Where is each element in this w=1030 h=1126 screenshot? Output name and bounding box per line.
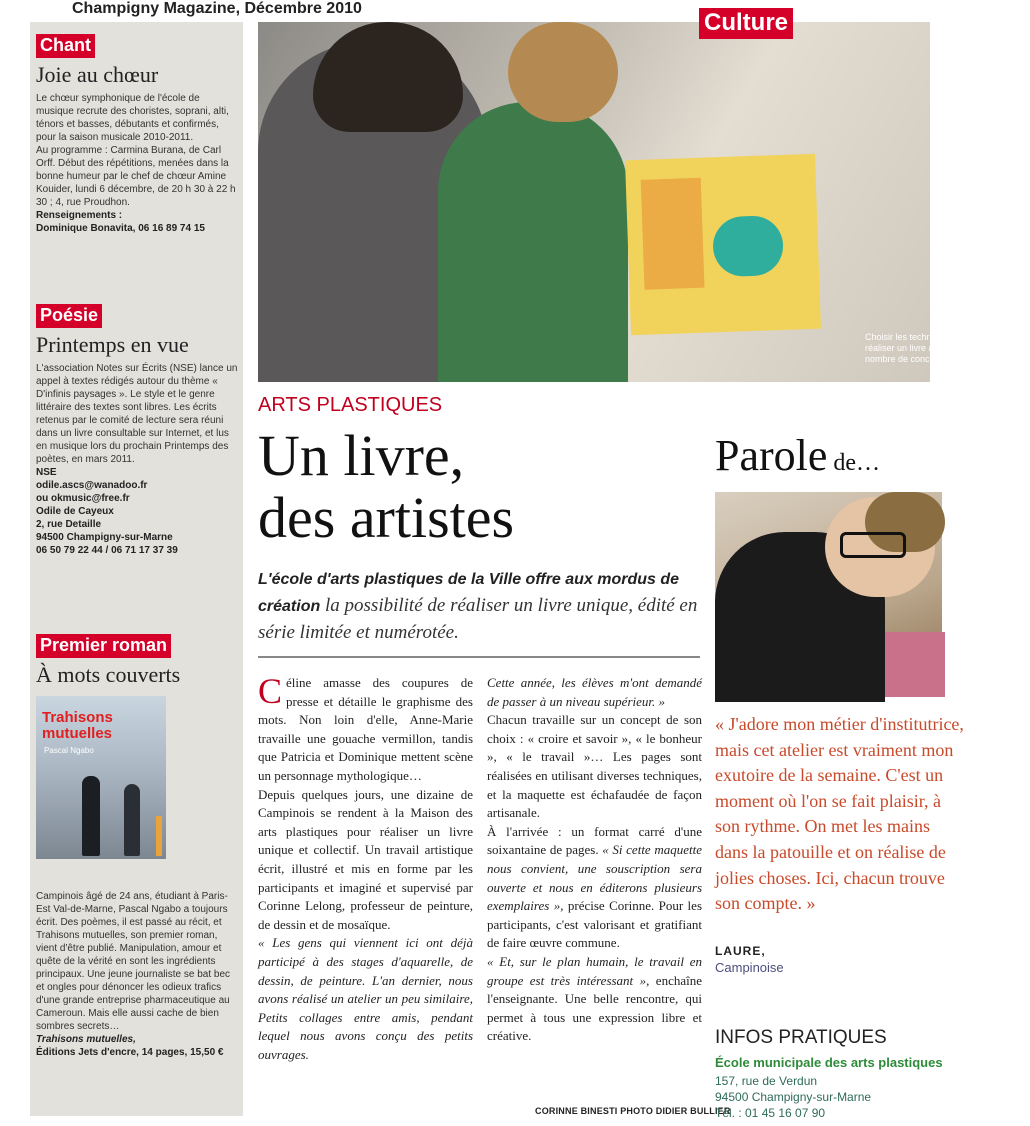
section-title: Joie au chœur — [36, 62, 159, 87]
parole-title-suffix: de… — [827, 450, 881, 476]
contact-email[interactable]: ou okmusic@free.fr — [36, 493, 130, 504]
article-column-1 — [258, 671, 473, 1064]
lead-text: la possibilité de réaliser un livre unique, édité en série limitée et numérotée. — [258, 595, 698, 643]
person-head — [508, 22, 618, 122]
paint-area — [641, 178, 705, 290]
address-line: 94500 Champigny-sur-Marne — [715, 1090, 872, 1104]
main-photo — [258, 22, 1021, 382]
laure-photo — [715, 492, 942, 697]
book-cover-title: Trahisons mutuelles — [42, 709, 113, 742]
section-title: À mots couverts — [36, 662, 181, 687]
photo-caption: Choisir les techniques à employer pour réaliser un livre à plusieurs nécessite nombre de concertations. — [865, 332, 1021, 364]
divider — [258, 656, 700, 658]
section-title: Printemps en vue — [36, 332, 189, 357]
article-credit: CORINNE BINESTI PHOTO DIDIER BULLIER — [535, 1106, 731, 1116]
section-tag: Poésie — [36, 304, 102, 328]
body-paragraph: L'association Notes sur Écrits (NSE) lance un appel à textes rédigés autour du thème « D'infinis paysages ». Le style et le genre littéraire des textes sont libres. Les écrits retenus par le comité de lecture sera réuni dans un livre consultable sur Internet, et lus en musique lors du prochain Printemps des poètes, en mars 2011. — [36, 363, 238, 465]
body-paragraph: Le chœur symphonique de l'école de musique recrute des choristes, soprani, alti, ténors et basses, débutants et confirmés, pour la saison musicale 2010-2011. — [36, 93, 229, 143]
quote-author-role: Campinoise — [715, 960, 784, 975]
artwork-canvas — [625, 154, 821, 336]
magazine-header: Champigny Magazine, Décembre 2010 — [72, 0, 362, 17]
infos-venue-name: École municipale des arts plastiques — [715, 1055, 943, 1070]
contact-line: 2, rue Detaille — [36, 519, 102, 530]
article-column-2 — [487, 674, 702, 1046]
contact-line: 06 50 79 22 44 / 06 71 17 37 39 — [36, 545, 178, 556]
contact-email[interactable]: odile.ascs@wanadoo.fr — [36, 480, 148, 491]
paragraph — [258, 671, 473, 786]
section-tag-culture: Culture — [699, 8, 793, 39]
paragraph — [487, 823, 702, 953]
paragraph: Cette année, les élèves m'ont demandé de passer à un niveau supérieur. » — [487, 675, 702, 709]
headline-line: Un livre, — [258, 423, 465, 488]
contact-line: 94500 Champigny-sur-Marne — [36, 532, 173, 543]
contact-line: NSE — [36, 467, 57, 478]
address-line: 157, rue de Verdun — [715, 1074, 818, 1088]
body-paragraph: Au programme : Carmina Burana, de Carl Orff. Début des répétitions, menées dans la bonne humeur par le chef de chœur Amine Kouider, lundi 6 décembre, de 20 h 30 à 22 h 30 ; 4, rue Proudhon. — [36, 145, 236, 208]
paragraph: « Les gens qui viennent ici ont déjà participé à des stages d'aquarelle, de dessin, de peinture. L'an dernier, nous avons réalisé un atelier un peu similaire, Petits collages entre amis, pendant lequel nous avons conçu des petits ouvrages. — [258, 935, 473, 1062]
paragraph-quote: « Si cette maquette nous convient, une souscription sera ouverte et nous en éditerons plusieurs exemplaires » — [487, 842, 702, 914]
glasses-icon — [840, 532, 906, 558]
sidebar-section-roman — [36, 634, 240, 692]
phone-line: Tél. : 01 45 16 07 90 — [715, 1106, 826, 1120]
contact-info: Dominique Bonavita, 06 16 89 74 15 — [36, 223, 205, 234]
paragraph-text: éline amasse des coupures de presse et détaille le graphisme des mots. Non loin d'elle, Anne-Marie travaille une gouache vermillon, tandis que Patricia et Dominique mettent scène un personnage mythologique… — [258, 675, 473, 783]
article-kicker: ARTS PLASTIQUES — [258, 394, 443, 416]
article-lead — [258, 566, 703, 646]
person-silhouette — [438, 102, 628, 382]
lead-bold: L'école d'arts plastiques de la Ville offre aux mordus de création — [258, 571, 680, 615]
section-body — [36, 362, 240, 557]
article-headline — [258, 425, 514, 549]
section-body — [36, 92, 240, 235]
quote-author: LAURE, — [715, 944, 766, 958]
person-head — [313, 22, 463, 132]
parole-title — [715, 430, 880, 481]
headline-line: des artistes — [258, 485, 515, 550]
sidebar-section-poesie — [36, 304, 240, 557]
paragraph — [487, 953, 702, 1046]
contact-label: Renseignements : — [36, 210, 123, 221]
body-paragraph: Campinois âgé de 24 ans, étudiant à Paris-Est Val-de-Marne, Pascal Ngabo a toujours écrit. Des poèmes, il est passé au récit, et Trahisons mutuelles, son premier roman, vient d'être publié. Manipulation, amour et quête de la vérité en sont les ingrédients principaux. Une jeune journaliste se bat bec et ongles pour dénoncer les odieux trafics d'une grande entreprise pharmaceutique au Cameroun. Mais elle aussi cache de bien sombres secrets… — [36, 891, 231, 1032]
sidebar-section-chant — [36, 34, 240, 235]
paragraph: Chacun travaille sur un concept de son choix : « croire et savoir », « le bonheur », « le travail »… Les pages sont réalisées en utilisant diverses techniques, et la maquette est échafaudée de façon artisanale. — [487, 712, 702, 821]
figure-silhouette — [82, 776, 100, 856]
paragraph-text: À l'arrivée : un format carré d'une soixantaine de pages. — [487, 823, 702, 858]
paint-area — [712, 215, 784, 277]
cover-stripe — [156, 816, 162, 856]
pull-quote: « J'adore mon métier d'institutrice, mais cet atelier est vraiment mon exutoire de la semaine. C'est un moment où l'on se fait plaisir, à son rythme. On met les mains dans la patouille et on réalise de jolies choses. Ici, chacun trouve son compte. » — [715, 714, 964, 914]
section-body — [36, 890, 240, 1059]
section-tag: Chant — [36, 34, 95, 58]
sidebar — [30, 22, 243, 1116]
paragraph-text: , enchaîne l'enseignante. Une belle rencontre, qui permet à tous une expression libre et créative. — [487, 972, 702, 1044]
book-cover-author: Pascal Ngabo — [44, 746, 94, 755]
book-cover-image — [36, 696, 166, 859]
paragraph-quote: « Et, sur le plan humain, le travail en groupe est très intéressant » — [487, 953, 702, 988]
figure-silhouette — [124, 784, 140, 856]
paragraph: Depuis quelques jours, une dizaine de Campinois se rendent à la Maison des arts plastiques pour réaliser un livre unique et collectif. Un travail artistique écrit, illustré et mis en forme par les participants et imaginé et supervisé par Corinne Lelong, professeur de peinture, de dessin et de mosaïque. — [258, 786, 473, 932]
infos-title: INFOS PRATIQUES — [715, 1027, 887, 1048]
book-ref-title: Trahisons mutuelles, — [36, 1034, 136, 1045]
parole-title-main: Parole — [715, 431, 828, 480]
infos-address — [715, 1073, 871, 1121]
contact-line: Odile de Cayeux — [36, 506, 114, 517]
paragraph-text: , précise Corinne. Pour les participants, c'est valorisant et gratifiant de faire œuvre commune. — [487, 898, 703, 951]
section-tag: Premier roman — [36, 634, 171, 658]
dropcap: C — [258, 671, 283, 711]
book-ref-publisher: Éditions Jets d'encre, 14 pages, 15,50 € — [36, 1047, 224, 1058]
